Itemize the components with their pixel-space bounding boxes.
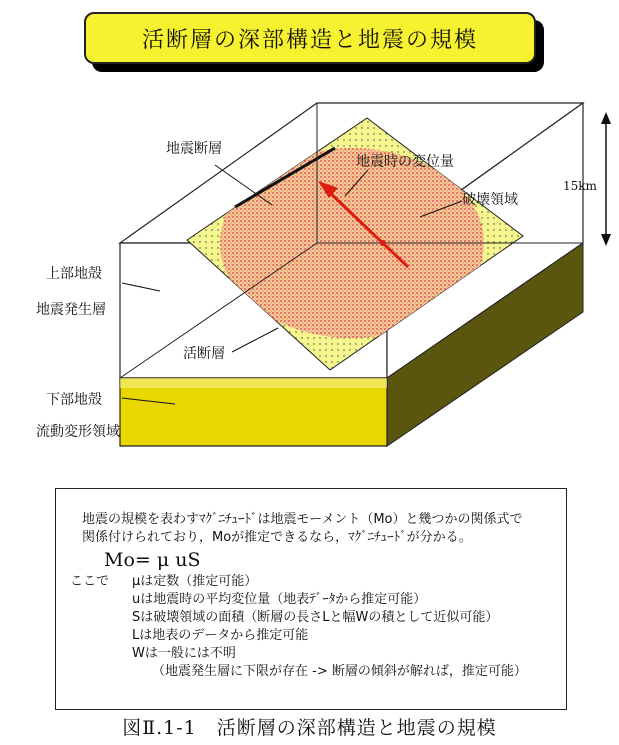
label-earthquake-fault: 地震断層 (166, 141, 222, 157)
label-displacement: 地震時の変位量 (356, 154, 454, 170)
explanation-intro (82, 511, 562, 547)
where-label: ここで (70, 574, 110, 589)
definition-l: Lは地表のデータから推定可能 (132, 628, 309, 643)
definition-w: Wは一般には不明 (132, 646, 236, 661)
label-active-fault: 活断層 (183, 346, 225, 362)
intro-line-2: 関係付けられており，Moが推定できるなら，ﾏｸﾞﾆﾁｭｰﾄﾞが分かる。 (82, 530, 472, 545)
moment-formula: Mo= μ uS (104, 549, 201, 571)
page-title: 活断層の深部構造と地震の規模 (141, 27, 478, 53)
lower-crust-front-face (120, 378, 387, 446)
definition-mu: μは定数（推定可能） (132, 574, 258, 589)
definitions-list (132, 573, 527, 681)
label-rupture-zone: 破壊領域 (462, 192, 518, 208)
figure-caption: 図Ⅱ.1-1 活断層の深部構造と地震の規模 (122, 717, 497, 739)
label-lower-crust: 下部地殻 (46, 392, 102, 408)
intro-line-1: 地震の規模を表わすﾏｸﾞﾆﾁｭｰﾄﾞは地震モーメント（Mo）と幾つかの関係式で (82, 512, 523, 527)
definition-s: Sは破壊領域の面積（断層の長さLと幅Wの積として近似可能） (132, 610, 499, 625)
label-seismogenic-layer: 地震発生層 (36, 302, 106, 318)
definition-u: uは地震時の平均変位量（地表ﾃﾞｰﾀから推定可能） (132, 592, 427, 607)
explanation-box (55, 488, 567, 710)
definition-w-note: （地震発生層に下限が存在 -> 断層の傾斜が解れば，推定可能） (152, 664, 527, 679)
label-upper-crust: 上部地殻 (46, 266, 102, 282)
label-ductile-zone: 流動変形領域 (36, 424, 120, 440)
label-depth: 15km (563, 179, 597, 193)
